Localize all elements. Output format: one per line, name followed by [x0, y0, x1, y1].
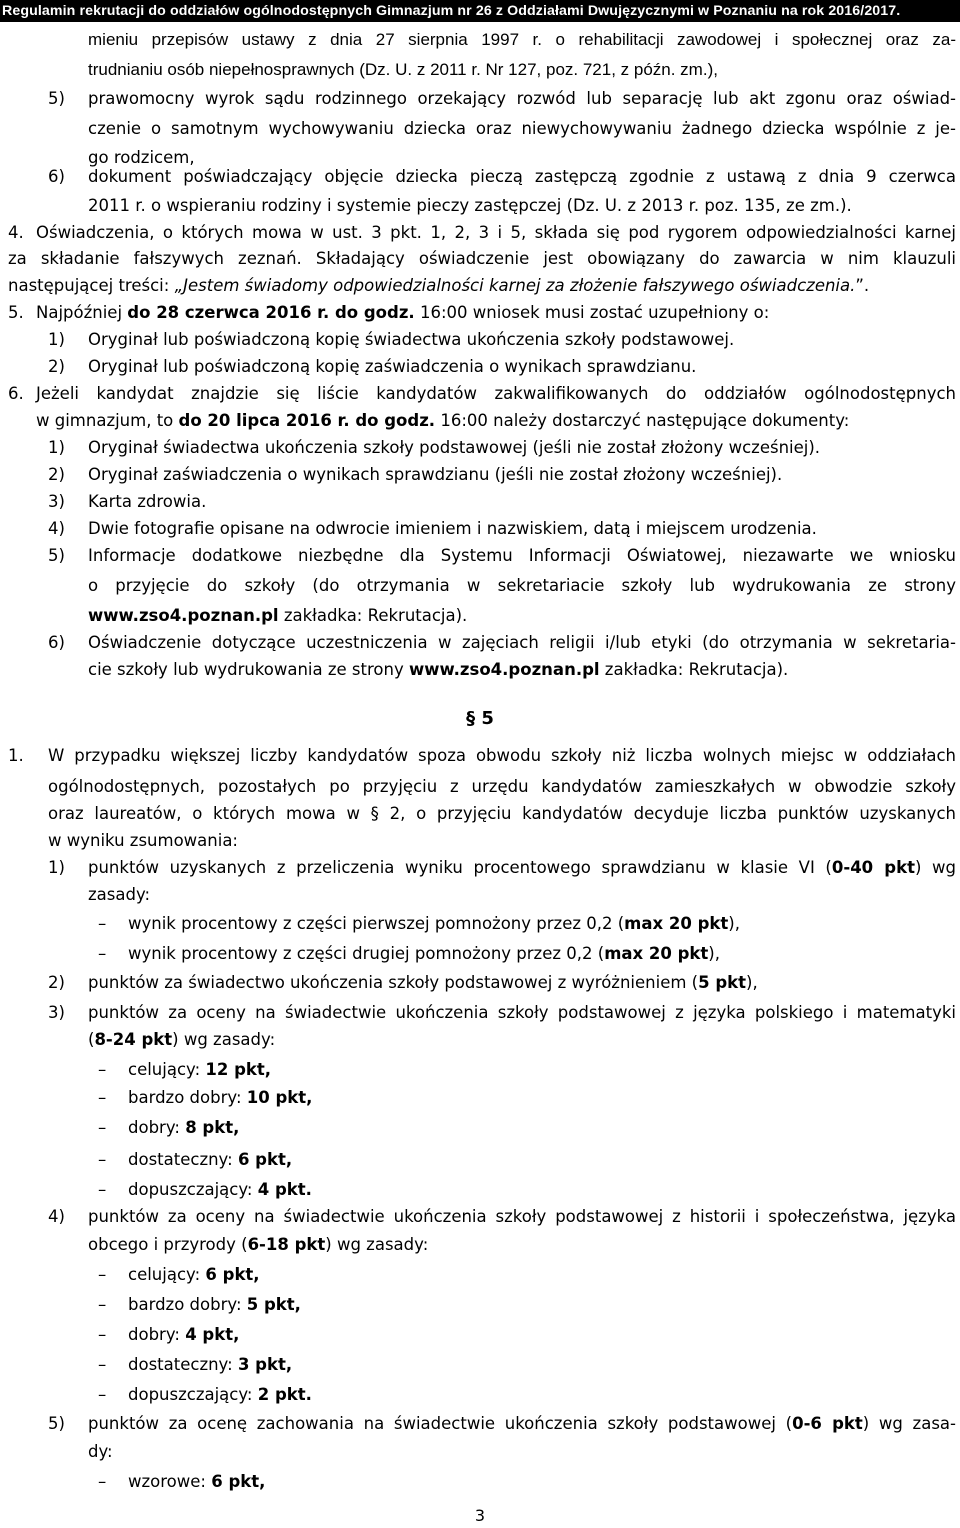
dash-bullet: – — [98, 1265, 107, 1284]
text-line: Karta zdrowia. — [88, 492, 207, 511]
grade-line: dostateczny: 6 pkt, — [128, 1150, 293, 1169]
dash-bullet: – — [98, 1295, 107, 1314]
text-line: cie szkoły lub wydrukowania ze strony www.zso4.poznan.pl zakładka: Rekrutacja). — [88, 660, 789, 679]
grade-line: bardzo dobry: 10 pkt, — [128, 1088, 313, 1107]
text-line: ogólnodostępnych, pozostałych po przyjęciu z urzędu kandydatów zamieszkałych w obwodzie szkoły — [48, 777, 956, 796]
dash-bullet: – — [98, 1150, 107, 1169]
text-line: Jeżeli kandydat znajdzie się liście kandydatów zakwalifikowanych do oddziałów ogólnodostępnych — [36, 384, 956, 403]
list-number: 5) — [48, 89, 65, 108]
dash-bullet: – — [98, 1088, 107, 1107]
website-link: www.zso4.poznan.pl — [88, 606, 279, 625]
text-line: punktów za oceny na świadectwie ukończenia szkoły podstawowej z języka polskiego i matematyki — [88, 1003, 956, 1022]
text-line: o przyjęcie do szkoły (do otrzymania w sekretariacie szkoły lub wydrukowania ze strony — [88, 576, 956, 595]
text-line: obcego i przyrody (6-18 pkt) wg zasady: — [88, 1235, 429, 1254]
list-number: 3) — [48, 1003, 65, 1022]
dash-bullet: – — [98, 1355, 107, 1374]
text-line: wynik procentowy z części pierwszej pomnożony przez 0,2 (max 20 pkt), — [128, 914, 740, 933]
text-line: 2011 r. o wspieraniu rodziny i systemie pieczy zastępczej (Dz. U. z 2013 r. poz. 135, ze zm.). — [88, 196, 852, 215]
text-line: Oryginał lub poświadczoną kopię zaświadczenia o wynikach sprawdzianu. — [88, 357, 697, 376]
dash-bullet: – — [98, 1385, 107, 1404]
list-number: 1) — [48, 438, 65, 457]
list-number: 2) — [48, 357, 65, 376]
text-line: w wyniku zsumowania: — [48, 831, 238, 850]
grade-line: dostateczny: 3 pkt, — [128, 1355, 293, 1374]
list-number: 6) — [48, 167, 65, 186]
list-number: 1. — [8, 746, 24, 765]
grade-line: dobry: 4 pkt, — [128, 1325, 240, 1344]
list-number: 4) — [48, 1207, 65, 1226]
list-number: 6. — [8, 384, 24, 403]
text-line: Informacje dodatkowe niezbędne dla Systemu Informacji Oświatowej, niezawarte we wniosku — [88, 546, 956, 565]
text-line: W przypadku większej liczby kandydatów spoza obwodu szkoły niż liczba wolnych miejsc w oddziałach — [48, 746, 956, 765]
text-line: Oświadczenie dotyczące uczestniczenia w zajęciach religii i/lub etyki (do otrzymania w sekretaria- — [88, 633, 956, 652]
text-line: punktów za świadectwo ukończenia szkoły podstawowej z wyróżnieniem (5 pkt), — [88, 973, 758, 992]
text-line: mieniu przepisów ustawy z dnia 27 sierpnia 1997 r. o rehabilitacji zawodowej i społecznej oraz za- — [88, 30, 956, 49]
list-number: 1) — [48, 858, 65, 877]
text-line: następującej treści: „Jestem świadomy odpowiedzialności karnej za złożenie fałszywego oświadczenia.”. — [8, 276, 870, 295]
text-line: wynik procentowy z części drugiej pomnożony przez 0,2 (max 20 pkt), — [128, 944, 720, 963]
text-line: w gimnazjum, to do 20 lipca 2016 r. do godz. 16:00 należy dostarczyć następujące dokumenty: — [36, 411, 850, 430]
text-line: trudnianiu osób niepełnosprawnych (Dz. U. z 2011 r. Nr 127, poz. 721, z późn. zm.), — [88, 60, 718, 79]
text-line: prawomocny wyrok sądu rodzinnego orzekający rozwód lub separację lub akt zgonu oraz oświad- — [88, 89, 956, 108]
list-number: 5) — [48, 1414, 65, 1433]
grade-line: celujący: 12 pkt, — [128, 1060, 272, 1079]
dash-bullet: – — [98, 1472, 107, 1491]
list-number: 4) — [48, 519, 65, 538]
text-line: dokument poświadczający objęcie dziecka pieczą zastępczą zgodnie z ustawą z dnia 9 czerwca — [88, 167, 956, 186]
list-number: 5) — [48, 546, 65, 565]
text-line: (8-24 pkt) wg zasady: — [88, 1030, 276, 1049]
dash-bullet: – — [98, 914, 107, 933]
list-number: 3) — [48, 492, 65, 511]
text-line: Oryginał lub poświadczoną kopię świadectwa ukończenia szkoły podstawowej. — [88, 330, 735, 349]
dash-bullet: – — [98, 1180, 107, 1199]
text-line: punktów za oceny na świadectwie ukończenia szkoły podstawowej z historii i społeczeństwa, języka — [88, 1207, 956, 1226]
text-line: dy: — [88, 1442, 113, 1461]
document-header: Regulamin rekrutacji do oddziałów ogólnodostępnych Gimnazjum nr 26 z Oddziałami Dwujęzycznymi w Poznaniu na rok 2016/2017. — [0, 0, 960, 22]
list-number: 2) — [48, 973, 65, 992]
text-line: Najpóźniej do 28 czerwca 2016 r. do godz. 16:00 wniosek musi zostać uzupełniony o: — [36, 303, 770, 322]
text-line: punktów uzyskanych z przeliczenia wyniku procentowego sprawdzianu w klasie VI (0-40 pkt) wg — [88, 858, 956, 877]
text-line: zasady: — [88, 885, 151, 904]
text-line: www.zso4.poznan.pl zakładka: Rekrutacja). — [88, 606, 468, 625]
dash-bullet: – — [98, 944, 107, 963]
text-line: Oryginał zaświadczenia o wynikach sprawdzianu (jeśli nie został złożony wcześniej). — [88, 465, 783, 484]
text-line: oraz laureatów, o których mowa w § 2, o przyjęciu kandydatów decyduje liczba punktów uzyskanych — [48, 804, 956, 823]
text-line: Oryginał świadectwa ukończenia szkoły podstawowej (jeśli nie został złożony wcześniej). — [88, 438, 821, 457]
dash-bullet: – — [98, 1325, 107, 1344]
grade-line: dopuszczający: 4 pkt. — [128, 1180, 312, 1199]
dash-bullet: – — [98, 1118, 107, 1137]
grade-line: wzorowe: 6 pkt, — [128, 1472, 266, 1491]
grade-line: bardzo dobry: 5 pkt, — [128, 1295, 301, 1314]
list-number: 4. — [8, 223, 24, 242]
text-line: punktów za ocenę zachowania na świadectwie ukończenia szkoły podstawowej (0-6 pkt) wg zasa- — [88, 1414, 956, 1433]
text-line: go rodzicem, — [88, 148, 195, 167]
list-number: 6) — [48, 633, 65, 652]
list-number: 5. — [8, 303, 24, 322]
website-link: www.zso4.poznan.pl — [408, 660, 600, 679]
list-number: 2) — [48, 465, 65, 484]
text-line: Oświadczenia, o których mowa w ust. 3 pkt. 1, 2, 3 i 5, składa się pod rygorem odpowiedzialności karnej — [36, 223, 956, 242]
page-number: 3 — [474, 1506, 486, 1525]
dash-bullet: – — [98, 1060, 107, 1079]
list-number: 1) — [48, 330, 65, 349]
grade-line: dopuszczający: 2 pkt. — [128, 1385, 312, 1404]
text-line: czenie o samotnym wychowywaniu dziecka oraz niewychowywaniu żadnego dziecka wspólnie z je- — [88, 119, 956, 138]
grade-line: celujący: 6 pkt, — [128, 1265, 260, 1284]
grade-line: dobry: 8 pkt, — [128, 1118, 240, 1137]
section-heading: § 5 — [466, 708, 494, 729]
text-line: Dwie fotografie opisane na odwrocie imieniem i nazwiskiem, datą i miejscem urodzenia. — [88, 519, 817, 538]
text-line: za składanie fałszywych zeznań. Składający oświadczenie jest obowiązany do zawarcia w nim klauzuli — [8, 249, 956, 268]
